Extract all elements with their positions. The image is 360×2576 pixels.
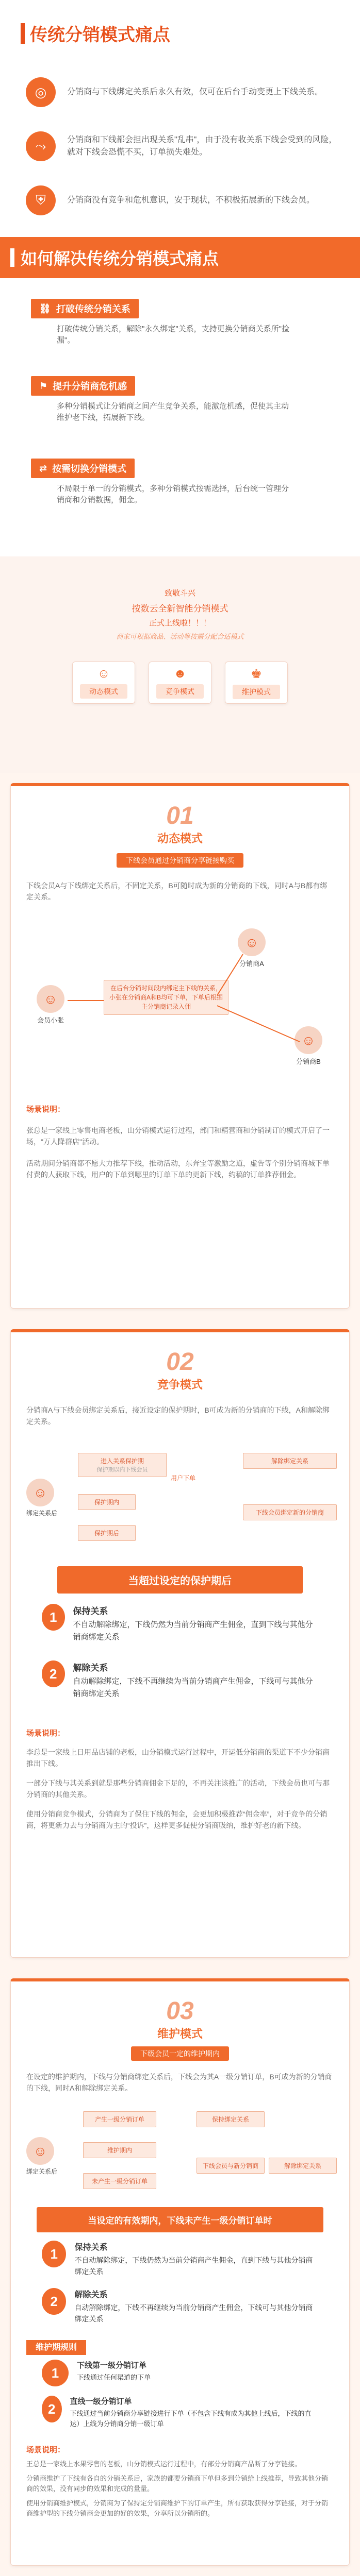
mode-name: 维护模式 bbox=[157, 2027, 203, 2040]
link-icon: ⛓ bbox=[39, 303, 51, 314]
pain-item-3 bbox=[26, 175, 339, 226]
rule-number: 2 bbox=[42, 2396, 62, 2422]
mode-number: 01 bbox=[166, 802, 194, 829]
point-number: 1 bbox=[42, 1604, 65, 1631]
person-icon: ☺ bbox=[294, 1026, 322, 1054]
target-icon: ◎ bbox=[26, 77, 56, 107]
solve-item-1 bbox=[31, 299, 360, 376]
after-period-box: 保护期后 bbox=[78, 1525, 136, 1541]
new-bind-box: 下线会员绑定新的分销商 bbox=[243, 1504, 337, 1520]
solve-text: 打破传统分销关系，解除"永久绑定"关系，支持更换分销商关系所"捡漏"。 bbox=[57, 325, 289, 345]
keep-box: 保持绑定关系 bbox=[197, 2111, 265, 2127]
rule-number: 1 bbox=[42, 2360, 69, 2386]
mode3-rules bbox=[26, 2360, 334, 2439]
diagram-lines bbox=[26, 918, 336, 1093]
title-bar bbox=[21, 23, 25, 44]
person-icon: ☺ bbox=[26, 1479, 54, 1506]
bind-node bbox=[26, 1479, 57, 1517]
pain-item-2 bbox=[26, 118, 339, 175]
mode-tag: 下线会员通过分销商分享链接购买 bbox=[117, 853, 243, 868]
protect-label: 进入关系保护期 bbox=[100, 1458, 144, 1465]
rule-text: 下线通过任何渠道的下单 bbox=[77, 2374, 151, 2381]
point-title: 保持关系 bbox=[73, 1606, 108, 1616]
solve-item-3 bbox=[31, 459, 360, 541]
pain-title bbox=[21, 21, 360, 46]
explain-para: 李总是一家线上日用品店铺的老板，山分销模式运行过程中，开运低分销商的渠道下不少分销商推出下线。 bbox=[26, 1748, 330, 1768]
pain-title-text: 传统分销模式痛点 bbox=[30, 25, 170, 45]
mode2-diagram bbox=[26, 1443, 334, 1556]
dynamic-icon: ☺ bbox=[97, 667, 110, 681]
rule-title: 下线第一级分销订单 bbox=[77, 2361, 147, 2370]
no-order-box: 未产生一级分销订单 bbox=[83, 2173, 156, 2189]
point-1 bbox=[42, 2241, 318, 2288]
explain-para: 张总是一家线上零售电商老板，山分销模式运行过程，部门和精营商和分销制订的模式开启了一场，"万人降群店"活动。 bbox=[26, 1126, 330, 1146]
in-period-box: 保护期内 bbox=[78, 1494, 136, 1510]
point-title: 保持关系 bbox=[74, 2243, 108, 2252]
point-text: 自动解除绑定，下线不再继续为当前分销商产生佣金，下线可与其他分销商绑定关系 bbox=[73, 1677, 313, 1698]
period-title: 当设定的有效期内，下线未产生一级分销订单时 bbox=[37, 2207, 323, 2232]
protect-box bbox=[78, 1453, 167, 1477]
node-label: 分销商B bbox=[296, 1058, 321, 1065]
explain-title: 场景说明： bbox=[26, 2446, 66, 2454]
rule-text: 下线通过当前分销商分享链接进行下单（不包含下线有成为其他上线后，下线的直达）上线为分销商分销一级订单 bbox=[70, 2410, 312, 2428]
explain-para: 活动期间分销商都不愿大力推荐下线，推动活动，东奔宝等激励之道，虚告等个别分销商城下单付费的人获取下线，用户的下单到哪里的订单下单的更新下线，约稿的订单推荐佣金。 bbox=[26, 1159, 330, 1179]
mode-desc: 在设定的维护期内，下线与分销商绑定关系后，下线会为其A一级分销订单，B可成为新的分销商的下线，同时A和解除绑定关系。 bbox=[26, 2073, 332, 2092]
pain-item-text: 分销商与下线绑定关系后永久有效，仅可在后台手动变更上下线关系。 bbox=[67, 88, 323, 96]
mode-pill: 维护模式 bbox=[233, 685, 280, 699]
new-distributor-box: 下线会员与新分销商 bbox=[197, 2158, 265, 2174]
maintain-title bbox=[26, 2341, 334, 2352]
unbind-box: 解除绑定关系 bbox=[243, 1453, 337, 1469]
solve-label: 按需切换分销模式 bbox=[52, 464, 127, 474]
protect-sub: 保护期以内下线会员 bbox=[96, 1467, 148, 1473]
mode1-card bbox=[10, 783, 350, 1309]
point-1 bbox=[42, 1604, 318, 1655]
solve-section bbox=[0, 278, 360, 556]
mode-card-compete bbox=[149, 662, 211, 704]
solve-item-2 bbox=[31, 376, 360, 459]
point-2 bbox=[42, 1660, 318, 1712]
maintain-icon: ♚ bbox=[251, 667, 262, 681]
pain-item-1 bbox=[26, 66, 339, 118]
rule-title: 直线一级分销订单 bbox=[70, 2397, 132, 2406]
period-title: 当超过设定的保护期后 bbox=[57, 1566, 303, 1594]
solve-text: 多种分销模式让分销商之间产生竞争关系，能激危机感，促使其主动维护老下线，拓展新下线。 bbox=[57, 402, 289, 422]
mode3-section bbox=[0, 1968, 360, 2576]
solve-label: 提升分销商危机感 bbox=[53, 381, 127, 392]
pain-item-text: 分销商没有竞争和危机意识，安于现状，不积极拓展新的下线会员。 bbox=[67, 196, 315, 205]
explain-title: 场景说明： bbox=[26, 1105, 66, 1114]
solve-text: 不局限于单一的分销模式，多种分销模式按需选择，后台统一管理分销商和分销数据，佣金。 bbox=[57, 484, 289, 504]
node-label: 分销商A bbox=[239, 960, 264, 968]
explain-para: 分销商维护了下线有各自的分销关系后，家族的都要分销商下单但多到分销给上线推荐，导致其他分销商的效果，没有同步的效果和完成的量量。 bbox=[26, 2475, 329, 2493]
point-number: 2 bbox=[42, 2288, 66, 2315]
shield-icon: ⛨ bbox=[26, 185, 56, 215]
unbind-box: 解除绑定关系 bbox=[269, 2158, 337, 2174]
pain-item-text: 分销商和下线都会担出现关系"乱串"，由于没有收关系下线会受到的风险，就对下线会恐慌不买，订单损失难处。 bbox=[67, 135, 337, 157]
point-text: 自动解除绑定，下线不再继续为当前分销商产生佣金，下线可与其他分销商绑定关系 bbox=[74, 2303, 313, 2323]
point-text: 不自动解除绑定，下线仍然为当前分销商产生佣金，直到下线与其他分销商绑定关系 bbox=[74, 2256, 313, 2276]
explain-para: 使用分销商维护模式，分销商为了保持定分销商维护下的订单产生，所有获取获得分享链接，对于分销商维护型的下线分销商会更加的好的效果，分享所以分销所的。 bbox=[26, 2499, 329, 2517]
mode2-section bbox=[0, 1319, 360, 1968]
mode-card-dynamic bbox=[72, 662, 135, 704]
compete-icon: ☻ bbox=[173, 667, 187, 681]
mode-pill: 动态模式 bbox=[80, 684, 127, 699]
mode1-section bbox=[0, 773, 360, 1319]
period-box: 维护期内 bbox=[83, 2142, 156, 2158]
rule-2 bbox=[42, 2396, 318, 2439]
point-text: 不自动解除绑定，下线仍然为当前分销商产生佣金，直到下线与其他分销商绑定关系 bbox=[73, 1620, 313, 1641]
solve-tag bbox=[31, 299, 139, 318]
title-bar bbox=[10, 248, 14, 267]
explain-para: 王总是一家线上水果零售的老板，山分销模式运行过程中，有部分分销商产品断了分享链接。 bbox=[26, 2460, 302, 2468]
person-icon: ☺ bbox=[26, 2137, 54, 2165]
mode-number: 02 bbox=[166, 1348, 194, 1376]
solve-header bbox=[0, 237, 360, 278]
mode-pill: 竞争模式 bbox=[156, 684, 204, 699]
explain-para: 一部分下线与其关系到就是那些分销商佣金下足的，不再关注该推广的活动，下线会员也可与那分销商的其他关系。 bbox=[26, 1779, 330, 1799]
rule-1 bbox=[42, 2360, 318, 2396]
pain-section bbox=[0, 0, 360, 237]
point-title: 解除关系 bbox=[74, 2291, 108, 2299]
mode-card-maintain bbox=[225, 662, 288, 704]
solve-tag bbox=[31, 376, 135, 396]
mode2-points bbox=[26, 1604, 334, 1712]
switch-icon: ⇄ bbox=[39, 463, 47, 473]
order-label: 用户下单 bbox=[171, 1475, 196, 1482]
mode1-diagram bbox=[26, 918, 334, 1093]
point-number: 1 bbox=[42, 2241, 66, 2267]
share-icon: ⤳ bbox=[26, 131, 56, 161]
intro-section bbox=[0, 556, 360, 773]
solve-label: 打破传统分销关系 bbox=[56, 304, 130, 314]
mode-name: 竞争模式 bbox=[157, 1378, 203, 1391]
bind-node bbox=[26, 2137, 57, 2176]
intro-line-4: 商家可根据商品、活动等按需分配合适模式 bbox=[116, 633, 244, 640]
mode-tag: 下级会员一定的维护期内 bbox=[131, 2046, 229, 2061]
solve-tag bbox=[31, 459, 135, 478]
intro-line-3: 正式上线啦！！！ bbox=[149, 619, 211, 628]
explain-para: 使用分销商竞争模式，分销商为了保住下线的佣金，会更加积极推荐“佣金率”，对于竞争的分销商，将更新力去与分销商为主的“投诉”，这样更多促使分销商吸纳，维护好老的新下线。 bbox=[26, 1810, 328, 1829]
order-box: 产生一级分销订单 bbox=[83, 2111, 156, 2127]
intro-line-2: 按数云全新智能分销模式 bbox=[132, 604, 228, 614]
solve-title: 如何解决传统分销模式痛点 bbox=[21, 249, 219, 268]
mode-desc: 分销商A与下线会员绑定关系后，接近设定的保护期时，B可成为新的分销商的下线，A和解除绑定关系。 bbox=[26, 1406, 330, 1426]
mode3-points bbox=[26, 2241, 334, 2335]
intro-line-1: 致敬斗兴 bbox=[164, 589, 195, 598]
mode-number: 03 bbox=[166, 1997, 194, 2025]
mode3-card bbox=[10, 1978, 350, 2566]
point-2 bbox=[42, 2288, 318, 2335]
mode-desc: 下线会员A与下线绑定关系后，不固定关系，B可随时成为新的分销商的下线，同时A与B都有绑定关系。 bbox=[26, 882, 328, 901]
node-label: 绑定关系后 bbox=[26, 2168, 58, 2175]
point-title: 解除关系 bbox=[73, 1663, 108, 1673]
node-label: 绑定关系后 bbox=[26, 1510, 58, 1517]
maintain-title-text: 维护期规则 bbox=[26, 2340, 86, 2355]
explain-title: 场景说明： bbox=[26, 1729, 66, 1738]
alert-icon: ⚑ bbox=[39, 380, 48, 391]
mode-name: 动态模式 bbox=[157, 832, 203, 845]
node-label: 会员小张 bbox=[37, 1016, 64, 1024]
diagram-note: 在后台分销时间段内绑定主下线的关系，小张在分销商A和B均可下单，下单后根据主分销商记录入佣 bbox=[104, 980, 228, 1015]
point-number: 2 bbox=[42, 1660, 65, 1687]
mode2-card bbox=[10, 1329, 350, 1958]
person-icon: ☺ bbox=[37, 985, 64, 1013]
mode3-diagram bbox=[26, 2106, 334, 2199]
intro-modes bbox=[0, 662, 360, 704]
person-icon: ☺ bbox=[238, 928, 266, 956]
